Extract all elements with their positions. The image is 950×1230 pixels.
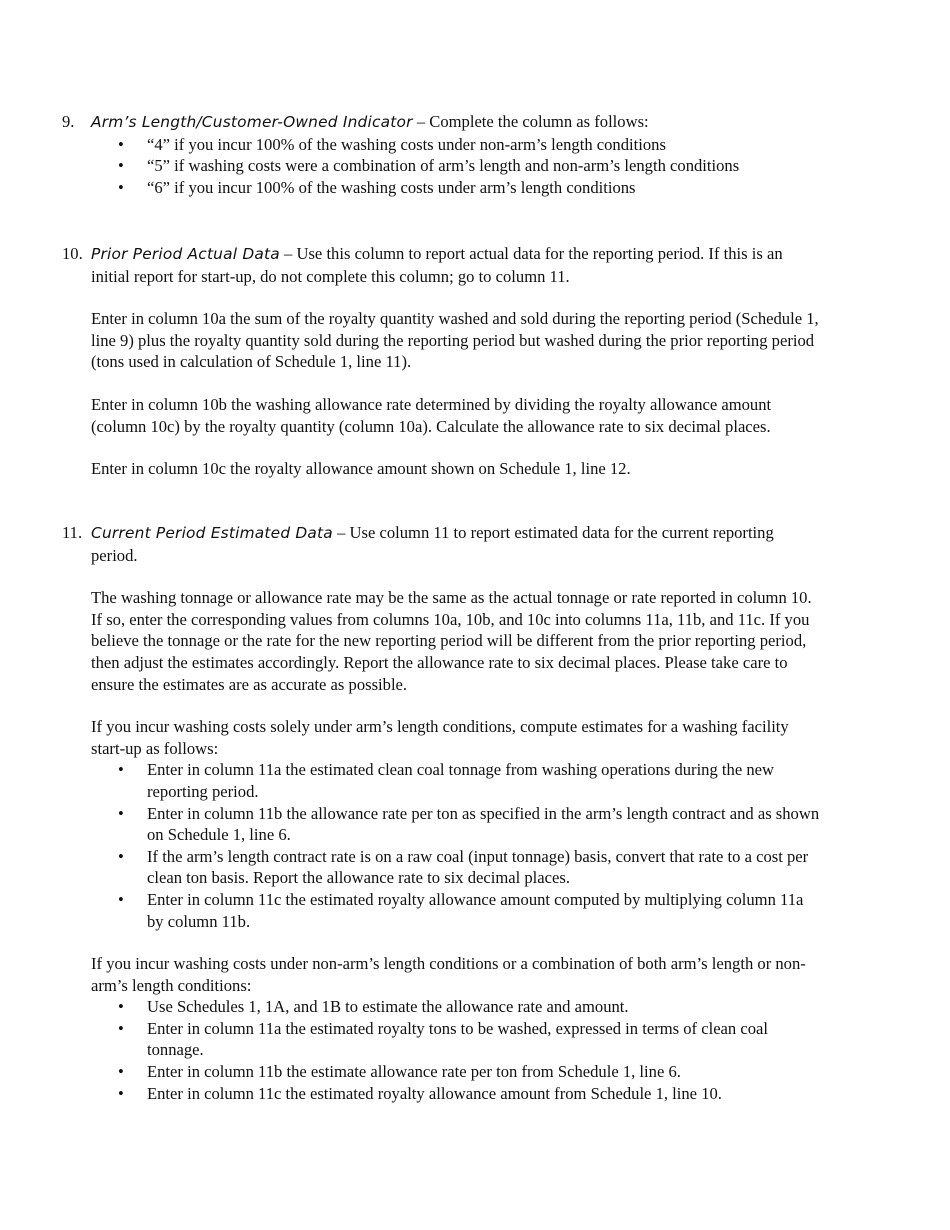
bullet-icon: • — [118, 1062, 124, 1082]
list-item: • “4” if you incur 100% of the washing costs under non-arm’s length conditions — [118, 134, 666, 154]
bullet-icon: • — [118, 134, 124, 154]
list-item: • Enter in column 11b the estimate allowance rate per ton from Schedule 1, line 6. — [118, 1062, 681, 1082]
list-item: • Enter in column 11c the estimated royalty allowance amount computed by multiplying column 11a by column 11b. — [118, 889, 804, 931]
bullet-list — [91, 996, 822, 1104]
list-item: • Enter in column 11c the estimated royalty allowance amount from Schedule 1, line 10. — [118, 1083, 722, 1103]
item-11 — [62, 522, 822, 1104]
item-heading: Arm’s Length/Customer-Owned Indicator — [91, 113, 413, 131]
bullet-icon: • — [118, 997, 124, 1017]
item-heading: Current Period Estimated Data — [91, 524, 333, 542]
bullet-icon: • — [118, 177, 124, 197]
list-item: • Enter in column 11a the estimated clean coal tonnage from washing operations during the new reporting period. — [118, 760, 774, 801]
item-number: 11. — [62, 523, 83, 542]
list-item: • Use Schedules 1, 1A, and 1B to estimate the allowance rate and amount. — [118, 997, 629, 1017]
item-heading: Prior Period Actual Data — [91, 245, 280, 263]
item-10 — [62, 243, 822, 480]
bullet-icon: • — [118, 889, 124, 909]
paragraph: If you incur washing costs under non-arm’s length conditions or a combination of both arm’s length or non-arm’s length conditions: — [91, 954, 806, 995]
item-intro-text: – Use column 11 to report estimated data for the current reporting period. — [91, 523, 774, 565]
item-10-intro — [91, 243, 822, 287]
bullet-icon: • — [118, 803, 124, 823]
item-intro-text: – Complete the column as follows: — [412, 112, 649, 131]
bullet-icon: • — [118, 1018, 124, 1038]
paragraph: Enter in column 10c the royalty allowance amount shown on Schedule 1, line 12. — [91, 459, 631, 479]
bullet-icon: • — [118, 760, 124, 780]
bullet-list — [91, 759, 822, 932]
item-9-intro — [91, 111, 822, 134]
list-item: • Enter in column 11b the allowance rate per ton as specified in the arm’s length contract and as shown on Schedule 1, line 6. — [118, 803, 820, 845]
list-item: • Enter in column 11a the estimated royalty tons to be washed, expressed in terms of clean coal tonnage. — [118, 1018, 769, 1060]
bullet-icon: • — [118, 1083, 124, 1103]
item-9 — [62, 111, 822, 198]
bullet-icon: • — [118, 156, 124, 176]
bullet-list — [91, 134, 822, 199]
paragraph: The washing tonnage or allowance rate may be the same as the actual tonnage or rate reported in column 10. If so, enter the corresponding values from columns 10a, 10b, and 10c into columns 11a, 11b, and 11c. If you believe the tonnage or the rate for the new reporting period will be different from the prior reporting period, then adjust the estimates accordingly. Report the allowance rate to six decimal places. Please take care to ensure the estimates are as accurate as possible. — [91, 588, 812, 694]
list-item: • If the arm’s length contract rate is on a raw coal (input tonnage) basis, convert that rate to a cost per clean ton basis. Report the allowance rate to six decimal places. — [118, 846, 809, 888]
item-number: 9. — [62, 112, 75, 131]
list-item: • “5” if washing costs were a combination of arm’s length and non-arm’s length conditions — [118, 156, 740, 176]
paragraph: Enter in column 10b the washing allowance rate determined by dividing the royalty allowance amount (column 10c) by the royalty quantity (column 10a). Calculate the allowance rate to six decimal places. — [91, 394, 772, 436]
item-number: 10. — [62, 244, 83, 263]
paragraph: If you incur washing costs solely under arm’s length conditions, compute estimates for a washing facility start-up as follows: — [91, 717, 789, 758]
paragraph: Enter in column 10a the sum of the royalty quantity washed and sold during the reporting period (Schedule 1, line 9) plus the royalty quantity sold during the reporting period but washed during the prior reporting period (tons used in calculation of Schedule 1, line 11). — [91, 309, 819, 372]
item-intro-text: – Use this column to report actual data for the reporting period. If this is an initial report for start-up, do not complete this column; go to column 11. — [91, 244, 783, 286]
item-11-intro — [91, 522, 822, 566]
list-item: • “6” if you incur 100% of the washing costs under arm’s length conditions — [118, 177, 636, 197]
bullet-icon: • — [118, 846, 124, 866]
